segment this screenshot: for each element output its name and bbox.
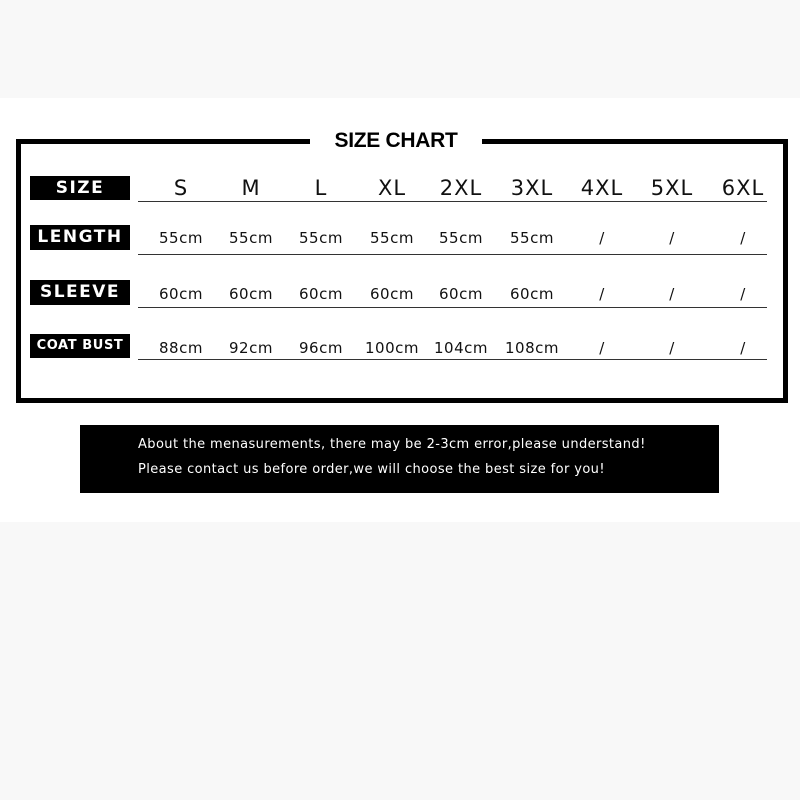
table-cell: 60cm — [299, 285, 343, 303]
row-divider — [138, 359, 767, 360]
table-cell: 55cm — [229, 229, 273, 247]
size-col-label: XL — [377, 176, 407, 200]
table-cell: 55cm — [439, 229, 483, 247]
size-col-label: 4XL — [580, 176, 624, 200]
measurement-note — [80, 425, 719, 493]
table-cell: / — [740, 229, 746, 247]
size-col-label: S — [173, 176, 189, 200]
table-cell: / — [599, 285, 605, 303]
table-cell: 92cm — [229, 339, 273, 357]
row-divider — [138, 307, 767, 308]
size-col-label: 3XL — [510, 176, 554, 200]
row-label-coat-bust: COAT BUST — [30, 334, 130, 358]
table-cell: 60cm — [229, 285, 273, 303]
size-col-label: 2XL — [439, 176, 483, 200]
size-col-label: 5XL — [650, 176, 694, 200]
table-cell: 55cm — [299, 229, 343, 247]
note-line-2: Please contact us before order,we will choose the best size for you! — [138, 462, 605, 477]
note-line-1: About the menasurements, there may be 2-3cm error,please understand! — [138, 437, 646, 452]
table-cell: / — [669, 339, 675, 357]
table-cell: 55cm — [510, 229, 554, 247]
table-cell: / — [599, 339, 605, 357]
row-divider — [138, 201, 767, 202]
table-cell: / — [740, 285, 746, 303]
size-chart-title: SIZE CHART — [310, 126, 482, 156]
table-cell: 55cm — [159, 229, 203, 247]
table-cell: 104cm — [434, 339, 488, 357]
row-divider — [138, 254, 767, 255]
table-cell: / — [669, 285, 675, 303]
table-cell: / — [740, 339, 746, 357]
table-cell: 60cm — [510, 285, 554, 303]
row-label-sleeve: SLEEVE — [30, 280, 130, 305]
size-col-label: L — [314, 176, 328, 200]
table-cell: / — [599, 229, 605, 247]
table-cell: 60cm — [439, 285, 483, 303]
table-cell: 88cm — [159, 339, 203, 357]
table-cell: 96cm — [299, 339, 343, 357]
size-col-label: M — [241, 176, 261, 200]
table-cell: 60cm — [370, 285, 414, 303]
table-cell: 55cm — [370, 229, 414, 247]
table-cell: 108cm — [505, 339, 559, 357]
row-label-length: LENGTH — [30, 225, 130, 250]
table-cell: / — [669, 229, 675, 247]
table-cell: 60cm — [159, 285, 203, 303]
row-label-size: SIZE — [30, 176, 130, 200]
size-col-label: 6XL — [721, 176, 765, 200]
table-cell: 100cm — [365, 339, 419, 357]
